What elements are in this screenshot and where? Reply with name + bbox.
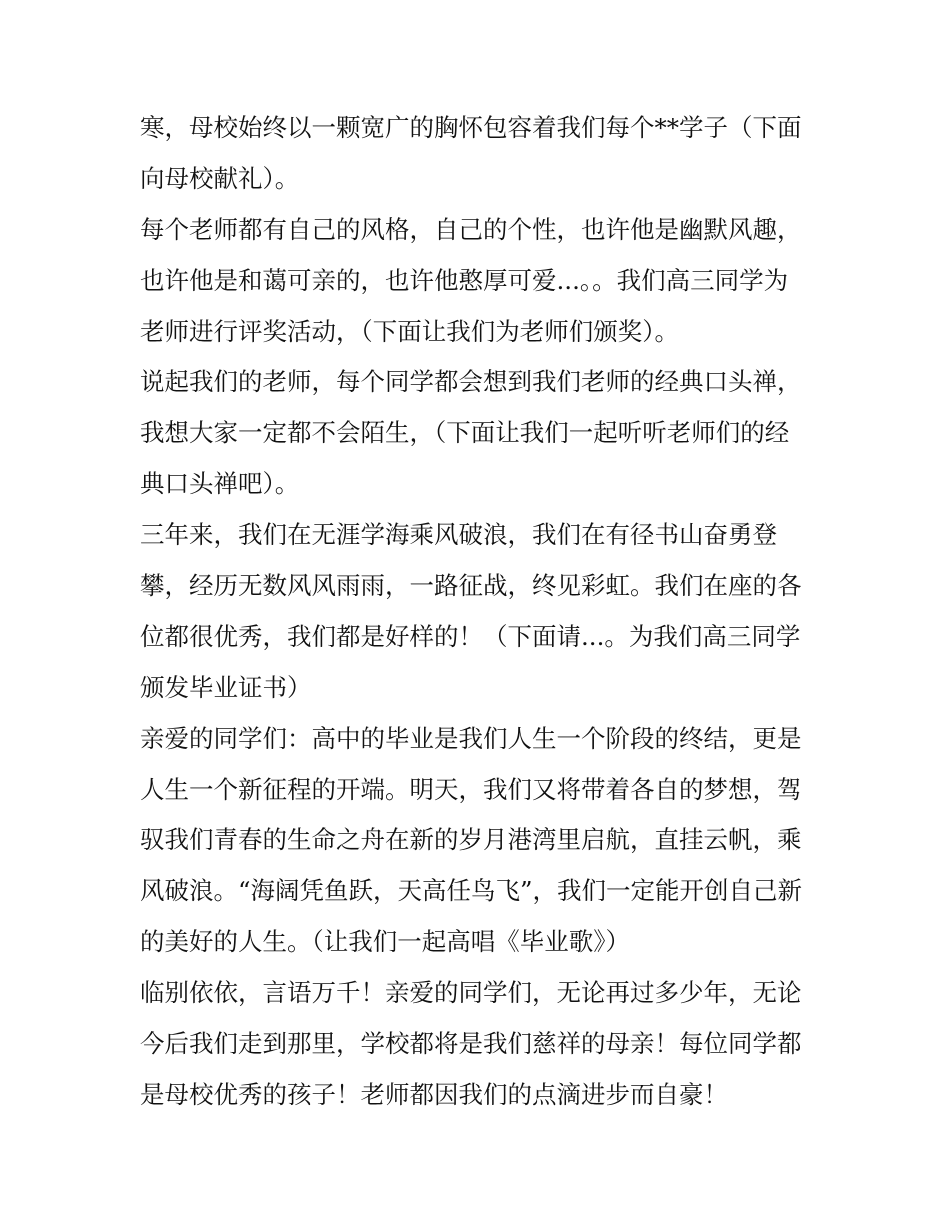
text-line: 亲爱的同学们：高中的毕业是我们人生一个阶段的终结，更是 [140,723,802,753]
text-line: 三年来，我们在无涯学海乘风破浪，我们在有径书山奋勇登 [140,520,777,550]
text-line: 今后我们走到那里，学校都将是我们慈祥的母亲！每位同学都 [140,1029,802,1059]
text-line: 说起我们的老师，每个同学都会想到我们老师的经典口头禅， [140,367,802,397]
text-line: 我想大家一定都不会陌生，（下面让我们一起听听老师们的经 [140,418,790,448]
document-body [140,103,820,1121]
text-line: 典口头禅吧）。 [140,469,300,499]
text-line: 风破浪。“海阔凭鱼跃，天高任鸟飞”，我们一定能开创自己新 [140,876,803,906]
text-line: 临别依依，言语万千！亲爱的同学们，无论再过多少年，无论 [140,978,802,1008]
text-line: 的美好的人生。（让我们一起高唱《毕业歌》） [140,927,630,957]
text-line: 向母校献礼）。 [140,163,300,193]
text-line: 是母校优秀的孩子！老师都因我们的点滴进步而自豪！ [140,1079,728,1109]
text-line: 人生一个新征程的开端。明天，我们又将带着各自的梦想，驾 [140,774,802,804]
text-line: 驭我们青春的生命之舟在新的岁月港湾里启航，直挂云帆，乘 [140,825,802,855]
text-line: 也许他是和蔼可亲的，也许他憨厚可爱...。。我们高三同学为 [140,265,789,295]
text-line: 老师进行评奖活动，（下面让我们为老师们颁奖）。 [140,316,679,346]
text-line: 寒，母校始终以一颗宽广的胸怀包容着我们每个**学子（下面 [140,113,802,142]
text-line: 攀，经历无数风风雨雨，一路征战，终见彩虹。我们在座的各 [140,571,802,601]
text-line: 颁发毕业证书） [140,672,312,702]
text-line: 每个老师都有自己的风格，自己的个性，也许他是幽默风趣， [140,214,802,244]
text-line: 位都很优秀，我们都是好样的！（下面请...。为我们高三同学 [140,621,801,651]
